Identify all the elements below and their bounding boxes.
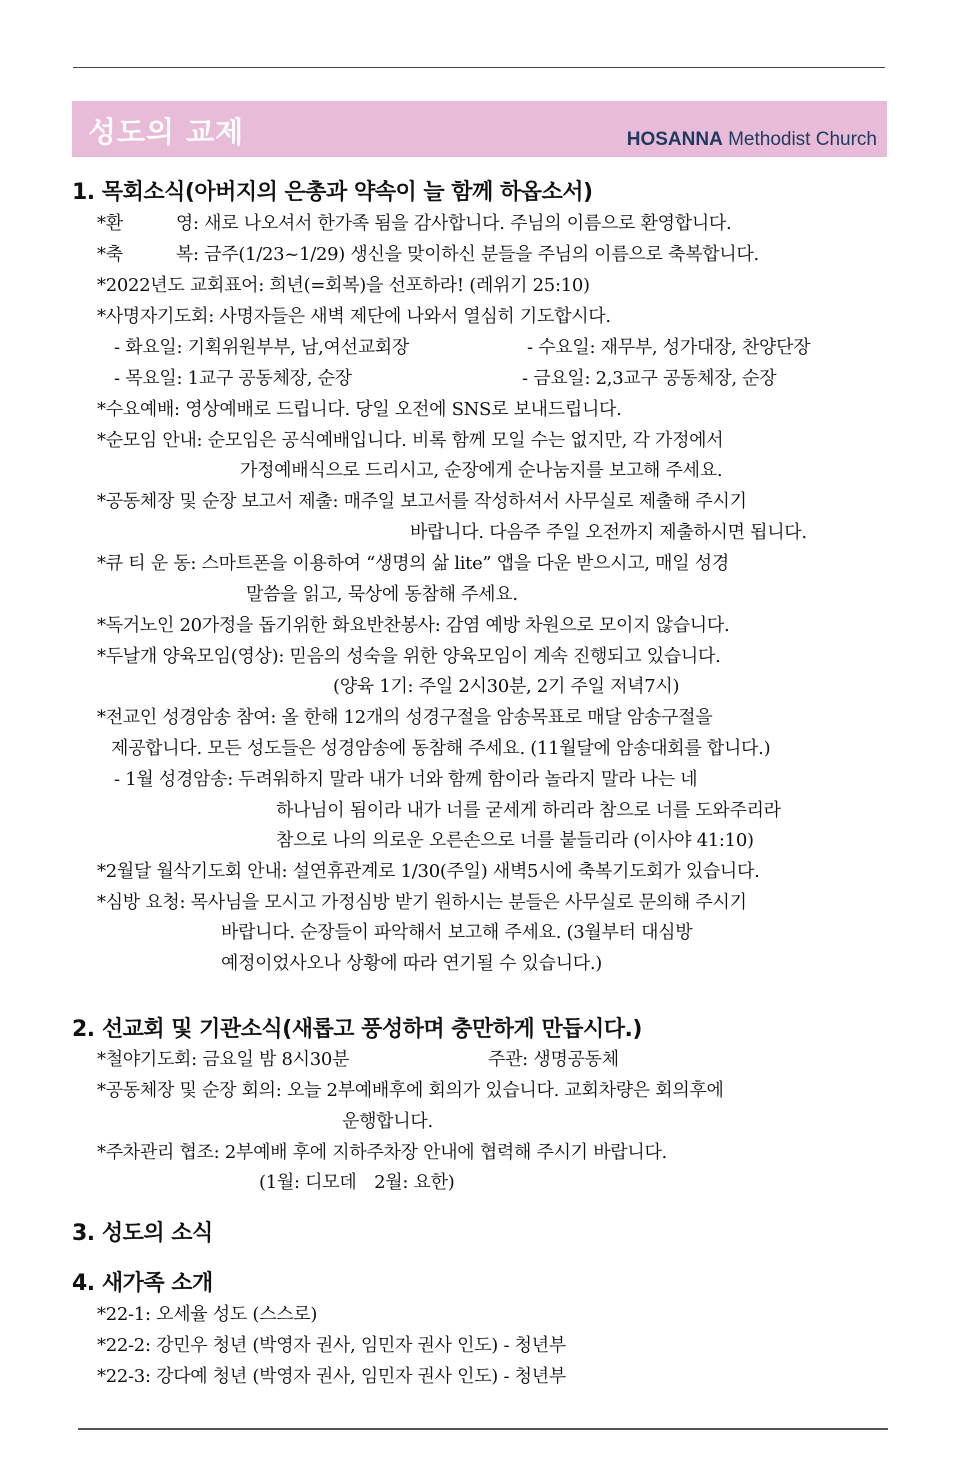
- notice-blessing: *축 복: 금주(1/23~1/29) 생신을 맞이하신 분들을 주님의 이름으로 축복합니다.: [97, 244, 759, 265]
- notice-overnight-host: 주관: 생명공동체: [488, 1049, 619, 1070]
- notice-wednesday-service: *수요예배: 영상예배로 드립니다. 당일 오전에 SNS로 보내드립니다.: [97, 399, 622, 420]
- church-name: [627, 129, 877, 151]
- notice-welcome: *환 영: 새로 나오셔서 한가족 됨을 감사합니다. 주님의 이름으로 환영합니다.: [97, 213, 732, 234]
- newcomer-22-2: *22-2: 강민우 청년 (박영자 권사, 임민자 권사 인도) - 청년부: [97, 1335, 566, 1356]
- notice-memorization: *전교인 성경암송 참여: 올 한해 12개의 성경구절을 암송목표로 매달 암송구절을: [97, 707, 713, 728]
- notice-parking-cont: (1월: 디모데 2월: 요한): [259, 1172, 455, 1193]
- notice-leaders-meeting-cont: 운행합니다.: [342, 1111, 433, 1132]
- prayer-tuesday: - 화요일: 기획위원부부, 남,여선교회장: [114, 337, 409, 358]
- notice-leaders-meeting: *공동체장 및 순장 회의: 오늘 2부예배후에 회의가 있습니다. 교회차량은 회의후에: [97, 1080, 724, 1101]
- prayer-thursday: - 목요일: 1교구 공동체장, 순장: [114, 368, 352, 389]
- prayer-wednesday: - 수요일: 재무부, 성가대장, 찬양단장: [527, 337, 811, 358]
- notice-volunteer: *독거노인 20가정을 돕기위한 화요반찬봉사: 감염 예방 차원으로 모이지 않습니다.: [97, 615, 730, 636]
- verse-january-line3: 참으로 나의 의로운 오른손으로 너를 붙들리라 (이사야 41:10): [276, 830, 754, 851]
- notice-visitation-cont1: 바랍니다. 순장들이 파악해서 보고해 주세요. (3월부터 대심방: [221, 922, 693, 943]
- notice-prayer: *사명자기도회: 사명자들은 새벽 제단에 나와서 열심히 기도합시다.: [97, 306, 611, 327]
- section-banner: [72, 101, 887, 157]
- notice-visitation: *심방 요청: 목사님을 모시고 가정심방 받기 원하시는 분들은 사무실로 문의해 주시기: [97, 892, 747, 913]
- banner-title: 성도의 교제: [88, 115, 245, 149]
- notice-cell-group: *순모임 안내: 순모임은 공식예배입니다. 비록 함께 모일 수는 없지만, 각 가정에서: [97, 430, 724, 451]
- notice-memorization-cont: 제공합니다. 모든 성도들은 성경암송에 동참해 주세요. (11월달에 암송대회를 합니다.): [111, 738, 771, 759]
- notice-training: *두날개 양육모임(영상): 믿음의 성숙을 위한 양육모임이 계속 진행되고 있습니다.: [97, 646, 721, 667]
- notice-qt-cont: 말씀을 읽고, 묵상에 동참해 주세요.: [246, 584, 518, 605]
- section-title-1: 1. 목회소식(아버지의 은총과 약속이 늘 함께 하옵소서): [72, 180, 593, 205]
- notice-training-cont: (양육 1기: 주일 2시30분, 2기 주일 저녁7시): [333, 676, 680, 697]
- notice-qt: *큐 티 운 동: 스마트폰을 이용하여 “생명의 삶 lite” 앱을 다운 받으시고, 매일 성경: [97, 553, 729, 574]
- notice-overnight-prayer: *철야기도회: 금요일 밤 8시30분: [97, 1049, 350, 1070]
- notice-report: *공동체장 및 순장 보고서 제출: 매주일 보고서를 작성하셔서 사무실로 제출해 주시기: [97, 491, 747, 512]
- top-divider: [73, 67, 885, 68]
- section-title-4: 4. 새가족 소개: [72, 1271, 213, 1296]
- newcomer-22-3: *22-3: 강다예 청년 (박영자 권사, 임민자 권사 인도) - 청년부: [97, 1366, 566, 1387]
- notice-cell-group-cont: 가정예배식으로 드리시고, 순장에게 순나눔지를 보고해 주세요.: [240, 460, 723, 481]
- newcomer-22-1: *22-1: 오세율 성도 (스스로): [97, 1304, 318, 1325]
- prayer-friday: - 금요일: 2,3교구 공동체장, 순장: [522, 368, 777, 389]
- notice-report-cont: 바랍니다. 다음주 주일 오전까지 제출하시면 됩니다.: [410, 522, 807, 543]
- notice-visitation-cont2: 예정이었사오나 상황에 따라 연기될 수 있습니다.): [221, 953, 603, 974]
- notice-parking: *주차관리 협조: 2부예배 후에 지하주차장 안내에 협력해 주시기 바랍니다.: [97, 1142, 667, 1163]
- bottom-divider: [78, 1428, 888, 1430]
- notice-monthly-prayer: *2월달 월삭기도회 안내: 설연휴관계로 1/30(주일) 새벽5시에 축복기도회가 있습니다.: [97, 861, 760, 882]
- notice-motto: *2022년도 교회표어: 희년(=회복)을 선포하라! (레위기 25:10): [97, 275, 590, 296]
- verse-january: - 1월 성경암송: 두려워하지 말라 내가 너와 함께 함이라 놀라지 말라 나는 네: [114, 769, 698, 790]
- church-name-rest: Methodist Church: [722, 129, 877, 150]
- section-title-3: 3. 성도의 소식: [72, 1221, 213, 1246]
- verse-january-line2: 하나님이 됨이라 내가 너를 굳세게 하리라 참으로 너를 도와주리라: [276, 800, 781, 821]
- section-title-2: 2. 선교회 및 기관소식(새롭고 풍성하며 충만하게 만듭시다.): [72, 1017, 642, 1042]
- church-name-bold: HOSANNA: [626, 129, 723, 150]
